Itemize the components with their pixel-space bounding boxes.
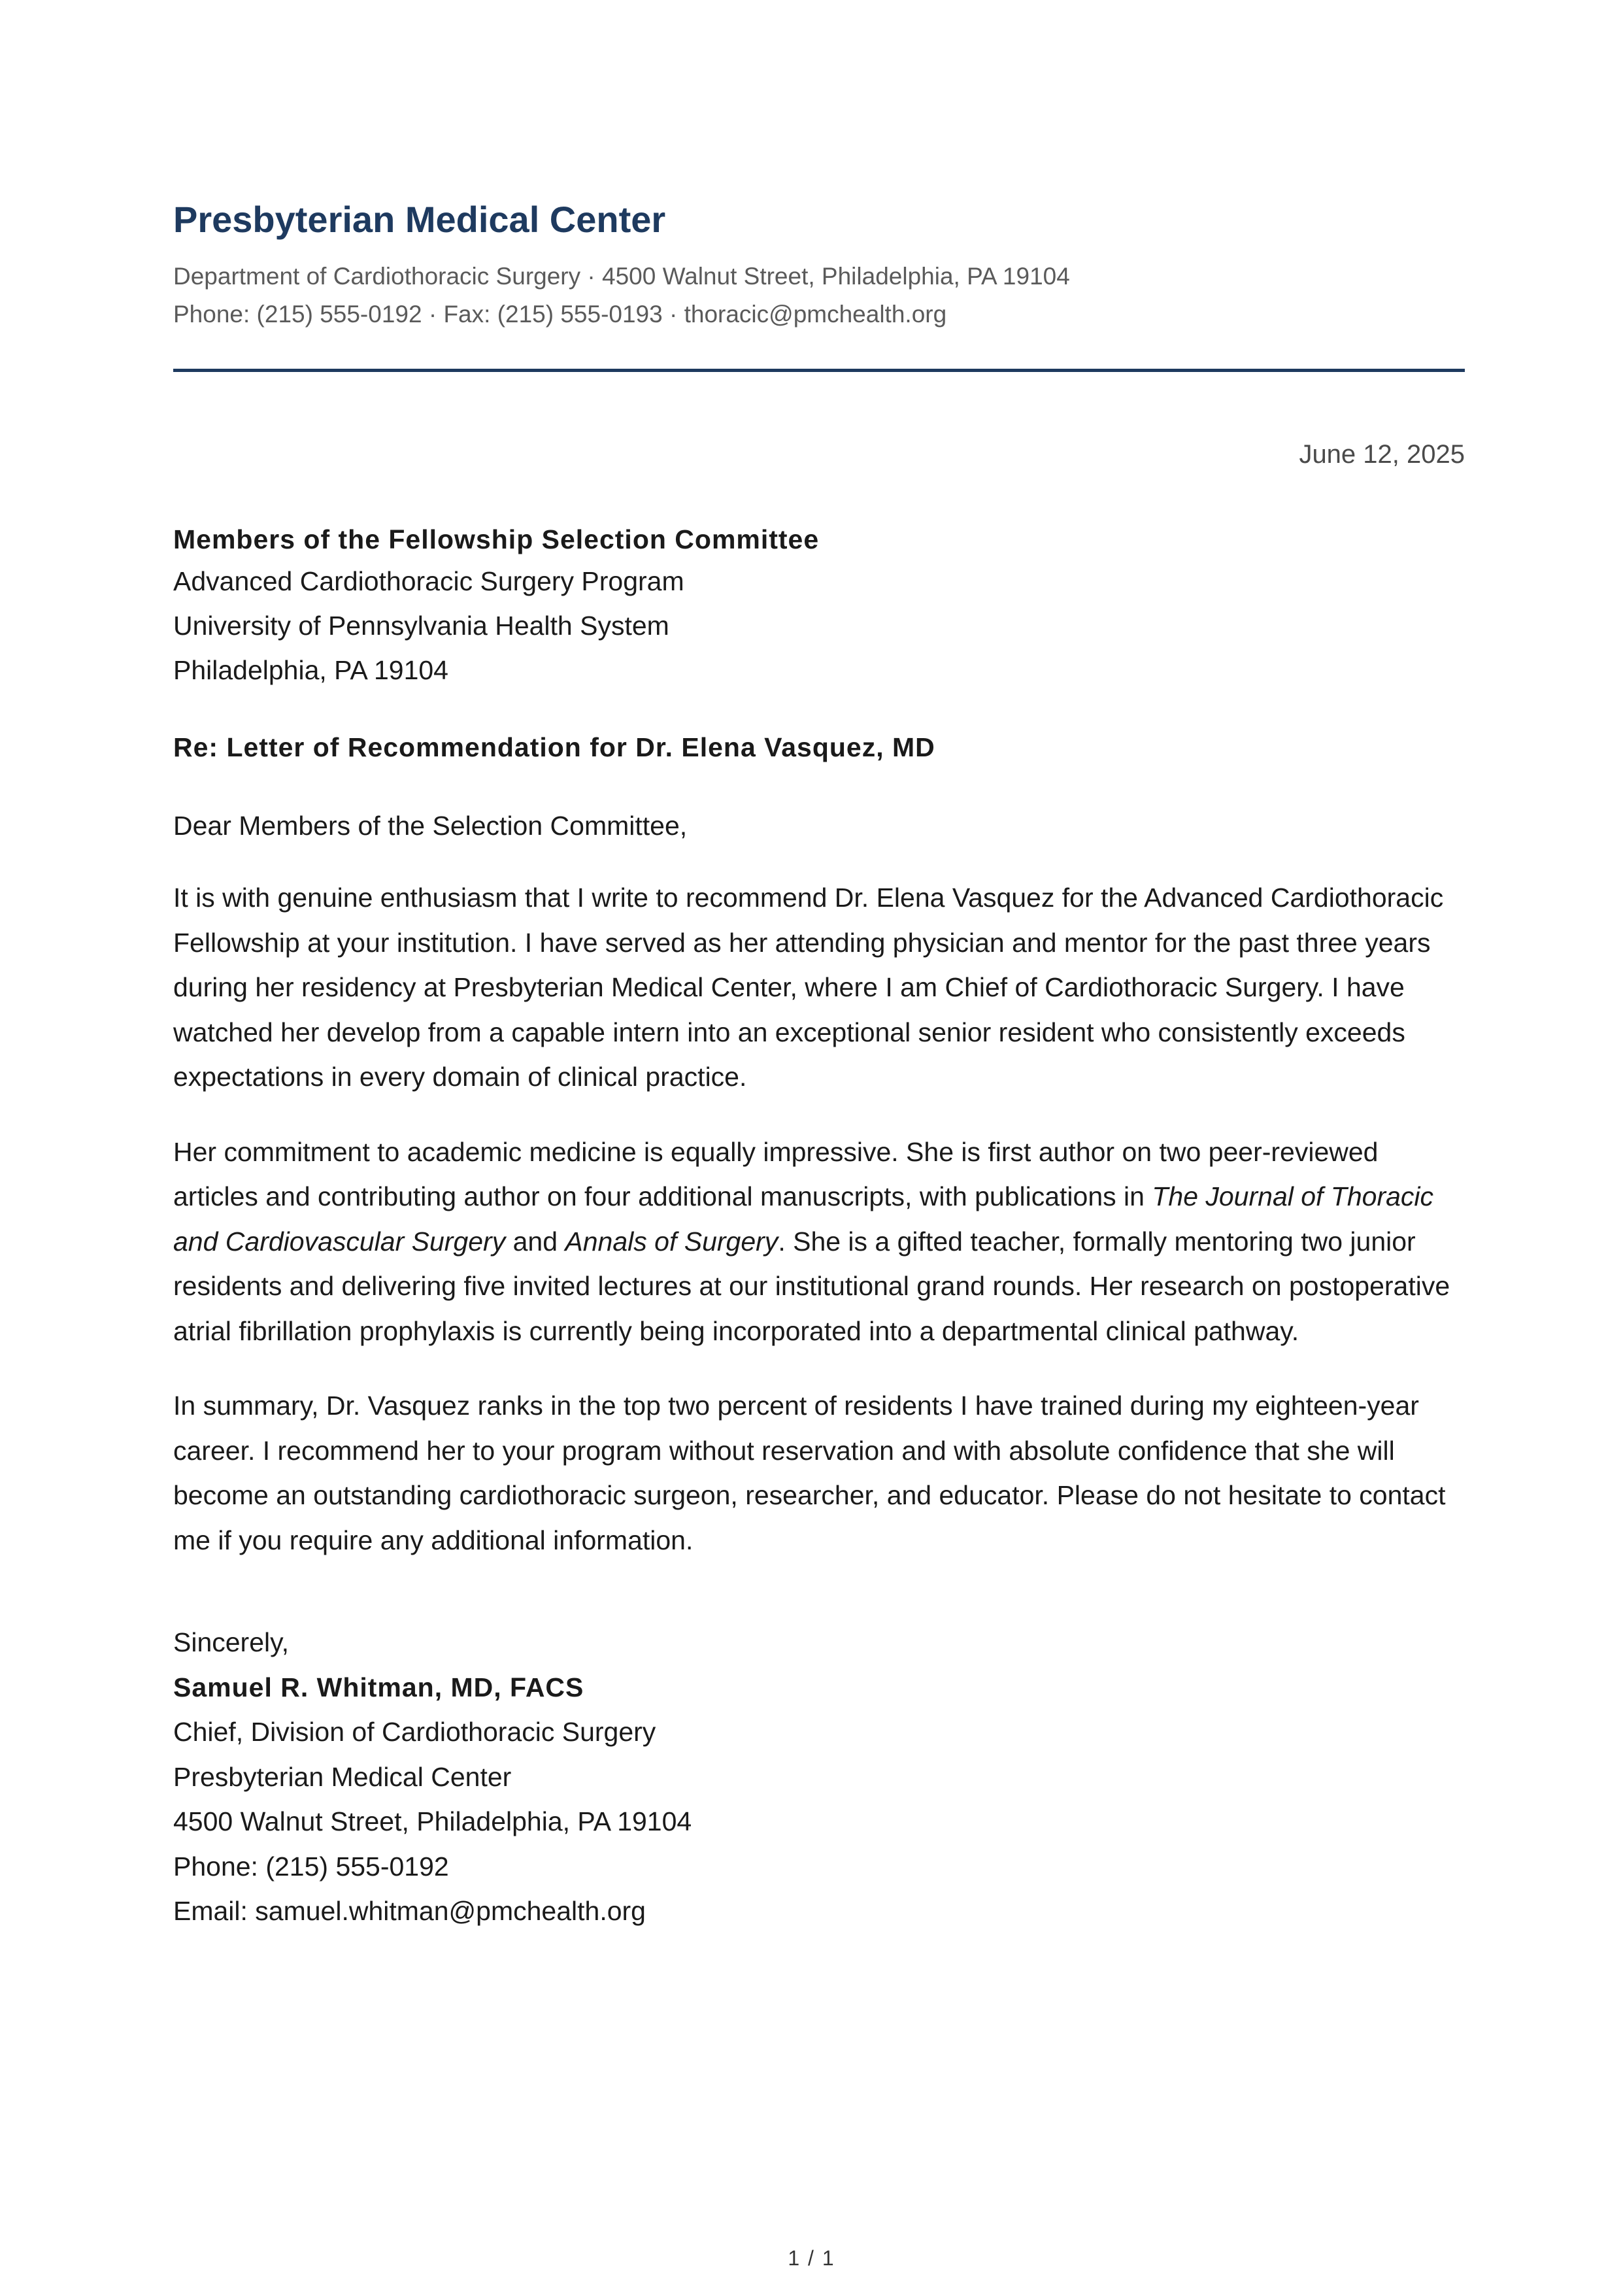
journal-title: The Journal of Thoracic and Cardiovascular Surgery bbox=[173, 1181, 1434, 1257]
paragraph-text: Her commitment to academic medicine is equally impressive. She is first author on two peer-reviewed articles and contributing author on four additional manuscripts, with publications in bbox=[173, 1136, 1379, 1211]
body-paragraph-2 bbox=[173, 1130, 1465, 1354]
letterhead-address-line: Department of Cardiothoracic Surgery · 4500 Walnut Street, Philadelphia, PA 19104 bbox=[173, 263, 1070, 290]
recipient-line: University of Pennsylvania Health System bbox=[173, 611, 669, 641]
body-paragraph-1: It is with genuine enthusiasm that I write to recommend Dr. Elena Vasquez for the Advanced Cardiothoracic Fellowship at your institution. I have served as her attending physician and mentor for the past three years during her residency at Presbyterian Medical Center, where I am Chief of Cardiothoracic Surgery. I have watched her develop from a capable intern into an exceptional senior resident who consistently exceeds expectations in every domain of clinical practice. bbox=[173, 883, 1444, 1092]
paragraph-text: . She is a gifted teacher, formally mentoring two junior residents and delivering five invited lectures at our institutional grand rounds. Her research on postoperative atrial fibrillation prophylaxis is currently being incorporated into a departmental clinical pathway. bbox=[173, 1226, 1450, 1346]
recipient-line: Philadelphia, PA 19104 bbox=[173, 655, 448, 685]
body-paragraph-3: In summary, Dr. Vasquez ranks in the top two percent of residents I have trained during my eighteen-year career. I recommend her to your program without reservation and with absolute confidence that she will become an outstanding cardiothoracic surgeon, researcher, and educator. Please do not hesitate to contact me if you require any additional information. bbox=[173, 1391, 1446, 1555]
recipient-line: Advanced Cardiothoracic Surgery Program bbox=[173, 566, 684, 596]
signer-phone: Phone: (215) 555-0192 bbox=[173, 1851, 449, 1882]
signer-email: Email: samuel.whitman@pmchealth.org bbox=[173, 1896, 646, 1926]
letterhead-contact-line: Phone: (215) 555-0192 · Fax: (215) 555-0193 · thoracic@pmchealth.org bbox=[173, 301, 947, 328]
signature-block bbox=[173, 1620, 1465, 1934]
letterhead bbox=[173, 196, 1465, 333]
letter-date: June 12, 2025 bbox=[1299, 440, 1465, 469]
recipient-block bbox=[173, 520, 1465, 692]
signer-organization: Presbyterian Medical Center bbox=[173, 1761, 512, 1792]
signer-name: Samuel R. Whitman, MD, FACS bbox=[173, 1672, 584, 1702]
signer-title: Chief, Division of Cardiothoracic Surgery bbox=[173, 1717, 656, 1747]
recipient-name: Members of the Fellowship Selection Committee bbox=[173, 524, 820, 554]
paragraph-text: and bbox=[505, 1226, 565, 1257]
page-number: 1 / 1 bbox=[788, 2246, 835, 2270]
subject-line: Re: Letter of Recommendation for Dr. Elena Vasquez, MD bbox=[173, 732, 935, 762]
organization-name: Presbyterian Medical Center bbox=[173, 199, 666, 240]
valediction: Sincerely, bbox=[173, 1627, 289, 1657]
letterhead-divider bbox=[173, 369, 1465, 372]
salutation: Dear Members of the Selection Committee, bbox=[173, 811, 688, 841]
signer-address: 4500 Walnut Street, Philadelphia, PA 19104 bbox=[173, 1806, 692, 1836]
letter-content bbox=[173, 196, 1465, 1934]
journal-title: Annals of Surgery bbox=[565, 1226, 778, 1257]
